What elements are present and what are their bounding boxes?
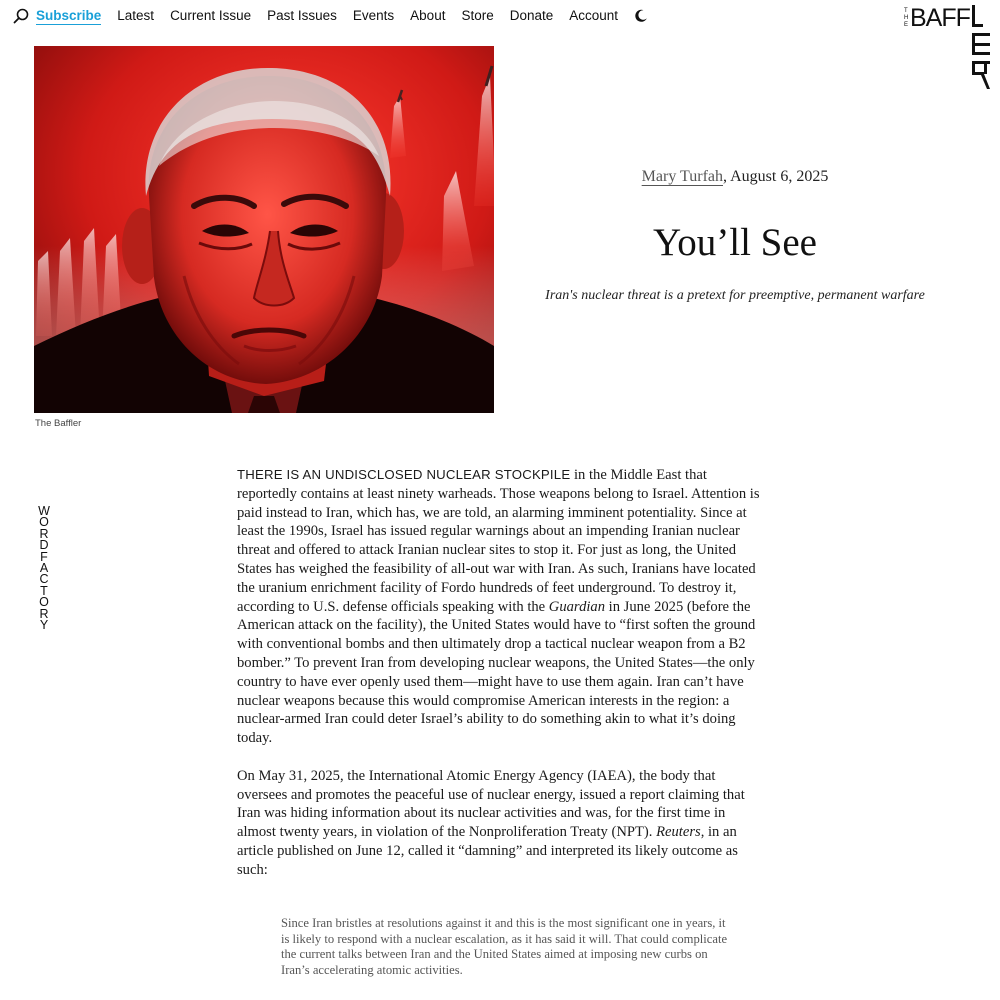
nav-about-link[interactable]: About xyxy=(410,8,446,23)
nav-donate-link[interactable]: Donate xyxy=(509,8,554,23)
blockquote: Since Iran bristles at resolutions against it and this is the most significant one in years, it is likely to respond with a nuclear escalation, as it has said it will. That could complicate the current talks between Iran and the United States aimed at imposing new curbs on Iran’s accelerating atomic activities. xyxy=(281,916,728,977)
section-label-letter: T xyxy=(40,583,48,598)
nav-subscribe-link[interactable]: Subscribe xyxy=(36,7,102,23)
svg-text:H: H xyxy=(904,15,909,21)
paragraph-2 xyxy=(237,767,767,880)
byline xyxy=(500,168,970,186)
article-body xyxy=(237,466,767,898)
svg-text:T: T xyxy=(904,8,908,14)
section-label-letter: C xyxy=(39,572,49,587)
nav-latest-link[interactable]: Latest xyxy=(117,8,155,23)
publication-name: Guardian xyxy=(548,598,606,615)
section-label-letter: A xyxy=(39,561,49,576)
section-label-letter: Y xyxy=(39,618,49,633)
article-title: You’ll See xyxy=(653,221,817,264)
paragraph-text: in June 2025 (before the American attack on the facility), the United States would have to “first soften the ground with conventional bombs and then ultimately drop a tactical nuclear weapon from a B2 bomber.” To prevent Iran from developing nuclear weapons, the United States—the only country to have ever openly used them—might have to use them again. Iran can’t have nuclear weapons because this would compromise American interests in the region: a nuclear-armed Iran could deter Israel’s ability to do something akin to what it’s doing today. xyxy=(237,598,756,747)
paragraph-1 xyxy=(237,466,767,748)
moon-icon[interactable] xyxy=(634,9,648,23)
section-label-letter: D xyxy=(39,538,49,553)
section-label[interactable] xyxy=(38,506,50,631)
logo-vertical-letters xyxy=(972,5,990,89)
section-label-letter: W xyxy=(38,504,50,518)
publication-name: Reuters xyxy=(656,824,701,841)
image-caption: The Baffler xyxy=(35,418,82,429)
article-dek: Iran's nuclear threat is a pretext for preemptive, permanent warfare xyxy=(545,288,925,303)
search-icon[interactable] xyxy=(12,7,30,25)
section-label-letter: O xyxy=(39,595,49,610)
nav-events-link[interactable]: Events xyxy=(352,8,395,23)
hero-image xyxy=(34,46,494,413)
paragraph-text: On May 31, 2025, the International Atomic Energy Agency (IAEA), the body that oversees and promotes the peaceful use of nuclear energy, issued a report claiming that Iran was hiding information about its nuclear activities and was, for the first time in almost twenty years, in violation of the Nonproliferation Treaty (NPT). xyxy=(237,767,745,841)
section-label-letter: O xyxy=(39,515,49,530)
section-label-letter: R xyxy=(39,606,49,621)
main-nav xyxy=(12,6,648,26)
publish-date: , August 6, 2025 xyxy=(723,168,829,185)
logo-word xyxy=(904,4,971,32)
nav-current-issue-link[interactable]: Current Issue xyxy=(170,8,252,23)
nav-account-link[interactable]: Account xyxy=(569,8,619,23)
paragraph-text: in the Middle East that reportedly contains at least ninety warheads. Those weapons belong to Israel. Attention is paid instead to Iran, which has, we are told, an alarming imminent potentiality. Since at least the 1990s, Israel has issued regular warnings about an impending Iranian nuclear threat and offered to attack Iranian nuclear sites to stop it. For just as long, the United States has weighed the feasibility of all-out war with Iran. As such, Iranians have located the uranium enrichment facility of Fordo hundreds of feet underground. To destroy it, according to U.S. defense officials speaking with the xyxy=(237,467,760,615)
lead-in: THERE IS AN UNDISCLOSED NUCLEAR STOCKPILE xyxy=(237,467,571,482)
hero-portrait xyxy=(34,46,494,413)
svg-text:BAFF: BAFF xyxy=(910,4,970,32)
baffler-logo[interactable] xyxy=(900,3,994,91)
section-label-letter: R xyxy=(39,526,49,541)
section-label-letter: F xyxy=(40,549,48,564)
svg-text:E: E xyxy=(904,22,909,28)
paragraph-text: , in an article published on June 12, called it “damning” and interpreted its likely outcome as such: xyxy=(237,824,738,878)
author-link[interactable]: Mary Turfah xyxy=(641,168,723,185)
nav-past-issues-link[interactable]: Past Issues xyxy=(267,8,337,23)
nav-store-link[interactable]: Store xyxy=(461,8,494,23)
